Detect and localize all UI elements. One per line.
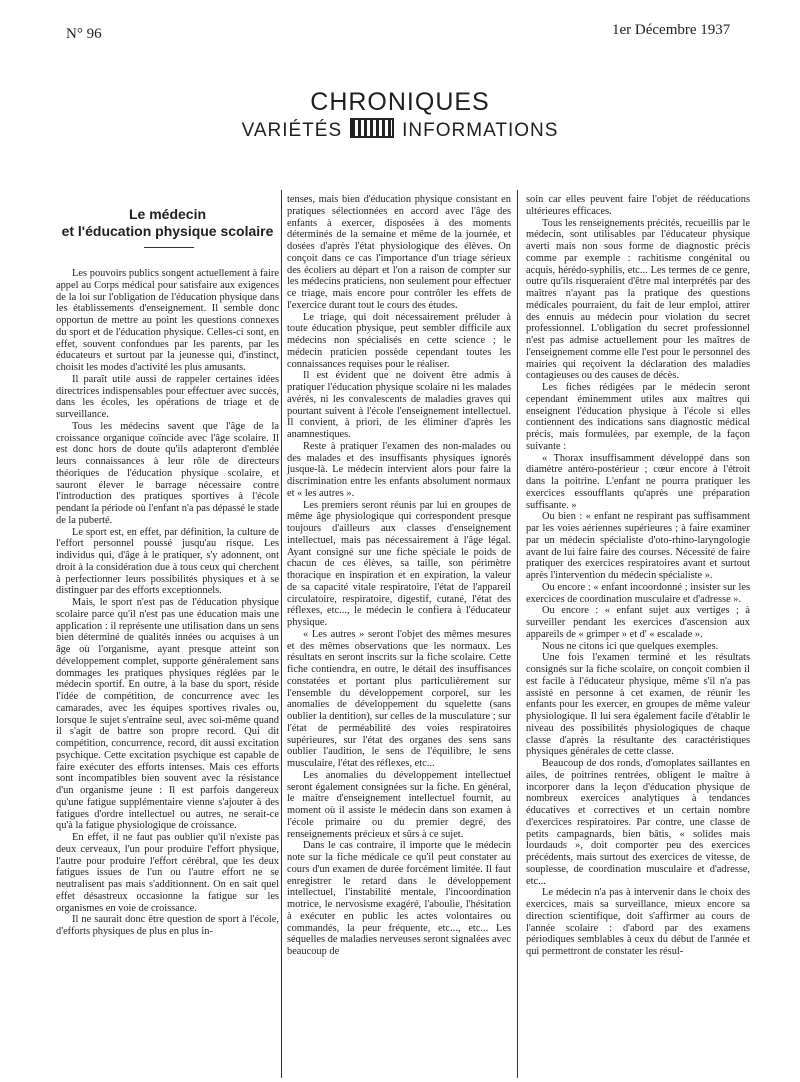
column-1 <box>56 268 279 938</box>
article-title <box>56 206 279 240</box>
article-title-line: et l'éducation physique scolaire <box>61 223 274 239</box>
paragraph: Une fois l'examen terminé et les résultats consignés sur la fiche scolaire, on conçoit combien il est facile à l'éducateur physique, même s'il n'a pas assisté en personne à cet examen, de réunir les enfants pour les exercer, en groupes de même valeur physiologique. Il lui sera également facile d'établir le niveau des possibilités physiologiques de chaque classe d'après la résultante des caractéristiques physiques générales de cette classe. <box>526 652 750 758</box>
paragraph: Il paraît utile aussi de rappeler certaines idées directrices indispensables pour effectuer avec succès, dans les écoles, les opérations de triage et de surveillance. <box>56 373 279 420</box>
paragraph: Les premiers seront réunis par lui en groupes de même âge physiologique qui correspondent presque toujours d'ailleurs aux classes d'enseignement intellectuel, mais pas nécessairement à l'âge légal. Ayant consigné sur une fiche spéciale le poids de chacun de ces élèves, sa taille, son périmètre thoracique en inspiration et en expiration, la valeur de sa capacité vitale respiratoire, l'état de l'appareil circulatoire, respiratoire, digestif, cutané, l'état des réflexes, etc..., le médecin le confiera à l'éducateur physique. <box>287 499 511 628</box>
paragraph: Dans le cas contraire, il importe que le médecin note sur la fiche médicale ce qu'il peut constater au cours d'un examen de durée forcément limitée. Il faut enregistrer le retard dans le développement intellectuel, l'instabilité mentale, l'incoordination motrice, le nervosisme exagéré, l'aboulie, l'hésitation à exécuter en public les actes volontaires ou commandés, la peur fréquente, etc..., etc... Les séquelles de maladies nerveuses seront signalées avec beaucoup de <box>287 840 511 957</box>
paragraph: Tous les médecins savent que l'âge de la croissance organique coïncide avec l'âge scolaire. Il est donc hors de doute qu'ils adapteront d'emblée leurs connaissances à leur rôle de directeurs théoriques de l'éducation physique scolaire, et sauront élever le barrage nécessaire contre l'introduction des pratiques sportives à l'école pendant la période où l'enfant n'a pas dépassé le stade de la puberté. <box>56 420 279 526</box>
paragraph: Le sport est, en effet, par définition, la culture de l'effort personnel poussé jusqu'au risque. Les individus qui, d'âge à le pratiquer, s'y adonnent, ont droit à la considération due à tous ceux qui cherchent à perfectionner leurs possibilités physiques et à se distinguer par des efforts exceptionnels. <box>56 526 279 597</box>
section-subheading <box>0 118 800 142</box>
paragraph: Ou bien : « enfant ne respirant pas suffisamment par les voies aériennes supérieures ; à faire examiner par un médecin spécialiste d'oto-rhino-laryngologie avant de lui faire faire des courses. Nécessité de faire pratiquer des exercices respiratoires avant et surtout après l'intervention du médecin spécialiste ». <box>526 511 750 581</box>
paragraph: Ou encore : « enfant sujet aux vertiges ; à surveiller pendant les exercices d'ascension aux appareils de « grimper » et d' « escalade ». <box>526 605 750 640</box>
paragraph: Il ne saurait donc être question de sport à l'école, d'efforts physiques de plus en plus in- <box>56 914 279 937</box>
paragraph: « Thorax insuffisamment développé dans son diamètre antéro-postérieur ; cœur encore à l'étroit dans la poitrine. L'enfant ne pourra pratiquer les exercices essoufflants qu'après une préparation suffisante. » <box>526 452 750 511</box>
article-title-line: Le médecin <box>128 206 207 222</box>
issue-date: 1er Décembre 1937 <box>612 22 731 38</box>
paragraph: Reste à pratiquer l'examen des non-malades ou des malades et des insuffisants physiques ignorés jusque-là. Le médecin intervient alors pour faire la discrimination entre les enfants absolument normaux et « les autres ». <box>287 440 511 499</box>
column-2 <box>287 194 511 958</box>
paragraph: Le triage, qui doit nécessairement préluder à toute éducation physique, peut sembler difficile aux médecins non spécialisés en cette science ; le médecin praticien possède cependant toutes les connaissances requises pour le réaliser. <box>287 311 511 370</box>
title-rule <box>144 247 194 248</box>
column-3 <box>526 194 750 958</box>
paragraph: Ou encore : « enfant incoordonné ; insister sur les exercices de coordination musculaire et d'adresse ». <box>526 581 750 605</box>
paragraph: Nous ne citons ici que quelques exemples. <box>542 640 719 652</box>
paragraph: Tous les renseignements précités, recueillis par le médecin, sont utilisables par l'éducateur physique averti mais non sous forme de diagnostic précis comme par exemple : rachitisme congénital ou acquis, hérédo-syphilis, etc... Les termes de ce genre, outre qu'ils risqueraient d'être mal interprétés par des maîtres n'ayant pas la pratique des questions médicales pourraient, du fait de leur emploi, attirer des ennuis au médecin pour violation du secret professionnel. L'obligation du secret professionnel n'est pas admise actuellement pour les maîtres de l'enseignement comme elle l'est pour le personnel des mairies qui reçoivent la déclaration des maladies contagieuses ou des causes de décès. <box>526 217 750 382</box>
subheading-left: VARIÉTÉS <box>241 120 343 141</box>
paragraph: Beaucoup de dos ronds, d'omoplates saillantes en ailes, de poitrines rentrées, obligent le maître à incorporer dans la leçon d'éducation physique de nombreux exercices analytiques à tendances éducatives et correctives et un certain nombre d'exercices respiratoires. Par contre, une classe de petits campagnards, bien bâtis, « solides mais lourdauds », doit comporter peu des exercices précédents, mais surtout des exercices de vitesse, de souplesse, de coordination musculaire et d'adresse, etc... <box>526 758 750 887</box>
subheading-right: INFORMATIONS <box>402 120 559 141</box>
paragraph: « Les autres » seront l'objet des mêmes mesures et des mêmes observations que les normaux. Les résultats en seront inscrits sur la fiche scolaire. Cette fiche contiendra, en outre, le détail des insuffisances constatées et portant plus particulièrement sur l'ensemble du développement corporel, sur les anomalies de développement du squelette (sans oublier la dentition), sur celles de la musculature ; sur l'état de perméabilité des voies respiratoires supérieures, sur l'état des organes des sens sans oublier l'audition, le sens de l'équilibre, le sens musculaire, l'état des réflexes, etc... <box>287 628 511 769</box>
paragraph: Le médecin n'a pas à intervenir dans le choix des exercices, mais sa surveillance, mieux encore sa direction scientifique, doit s'affirmer au cours de l'année scolaire : d'abord par des examens périodiques semblables à ceux du début de l'année et qui permettront de constater les résul- <box>526 887 750 957</box>
column-divider <box>517 190 518 1078</box>
ornament-icon <box>350 118 394 138</box>
section-heading: CHRONIQUES <box>310 88 490 116</box>
paragraph: Il est évident que ne doivent être admis à pratiquer l'éducation physique scolaire ni les malades avérés, ni les convalescents de maladies graves qui pourtant suivent à l'école l'enseignement intellectuel. Il convient, à priori, de les éliminer d'après les anamnestiques. <box>287 370 511 440</box>
paragraph: soin car elles peuvent faire l'objet de rééducations ultérieures efficaces. <box>526 194 750 217</box>
paragraph: Les fiches rédigées par le médecin seront cependant éminemment utiles aux maîtres qui enseignent l'éducation physique à l'école si elles contiennent des indications sans diagnostic médical précis, mais formulées, par exemple, de la façon suivante : <box>526 382 750 452</box>
issue-number: N° 96 <box>66 26 102 42</box>
column-divider <box>281 190 282 1078</box>
paragraph: En effet, il ne faut pas oublier qu'il n'existe pas deux cerveaux, l'un pour produire l'effort physique, l'autre pour produire l'effort cérébral, que les deux fatigues issues de l'un ou l'autre effort ne se neutralisent pas mais s'additionnent. On en sait quel effet désastreux occasionne la fatigue sur les organismes en voie de croissance. <box>56 832 279 914</box>
paragraph: Mais, le sport n'est pas de l'éducation physique scolaire parce qu'il n'est pas une éducation mais une application : il représente une utilisation dans un sens bien déterminé de qualités innées ou acquises à un âge où l'organisme, ayant presque atteint son développement complet, supporte généralement sans dommages les pratiques physiques réglées par le médecin sportif. En outre, à la base du sport, réside l'idée de compétition, de concurrence avec les camarades, avec les équipes sportives rivales ou, lorsque le sujet s'entraîne seul, avec soi-même quand il s'agit de battre son propre record. Qui dit compétition, concurrence, record, dit aussi excitation psychique. Cette excitation psychique est capable de faire exécuter des efforts intenses. Mais ces efforts sont incompatibles bien souvent avec la résistance d'un organisme jeune : Il est parfois dangereux qu'une fatigue supplémentaire vienne s'ajouter à des fatigues d'ordre intellectuel ou autres, ne serait-ce qu'à la fatigue physiologique de croissance. <box>56 597 279 832</box>
paragraph: tenses, mais bien d'éducation physique consistant en pratiques sélectionnées en accord avec l'âge des enfants à exercer, disposées à des moments déterminés de la semaine et même de la journée, et dosées d'après l'état physiologique des élèves. On conçoit dans ce cas l'importance d'un triage sérieux des écoliers au départ et l'on a raison de compter sur les médecins praticiens, non seulement pour effectuer ce triage, mais encore pour contrôler les effets de l'exercice durant tout le cours des études. <box>287 194 511 311</box>
paragraph: Les pouvoirs publics songent actuellement à faire appel au Corps médical pour satisfaire aux exigences de la loi sur l'obligation de l'éducation physique dans les établissements d'enseignement. Il semble donc opportun de mettre au point les questions connexes du sport et de l'éducation physique. Celles-ci sont, en effet, souvent confondues par les parents, par les éducateurs et surtout par la jeunesse qui, d'instinct, choisit les modes d'activité les plus amusants. <box>56 268 279 373</box>
paragraph: Les anomalies du développement intellectuel seront également consignées sur la fiche. En général, le maître d'enseignement intellectuel fournit, au moment où il assiste le médecin dans son examen à l'école primaire ou du premier degré, des renseignements précieux et sûrs à ce sujet. <box>287 769 511 840</box>
